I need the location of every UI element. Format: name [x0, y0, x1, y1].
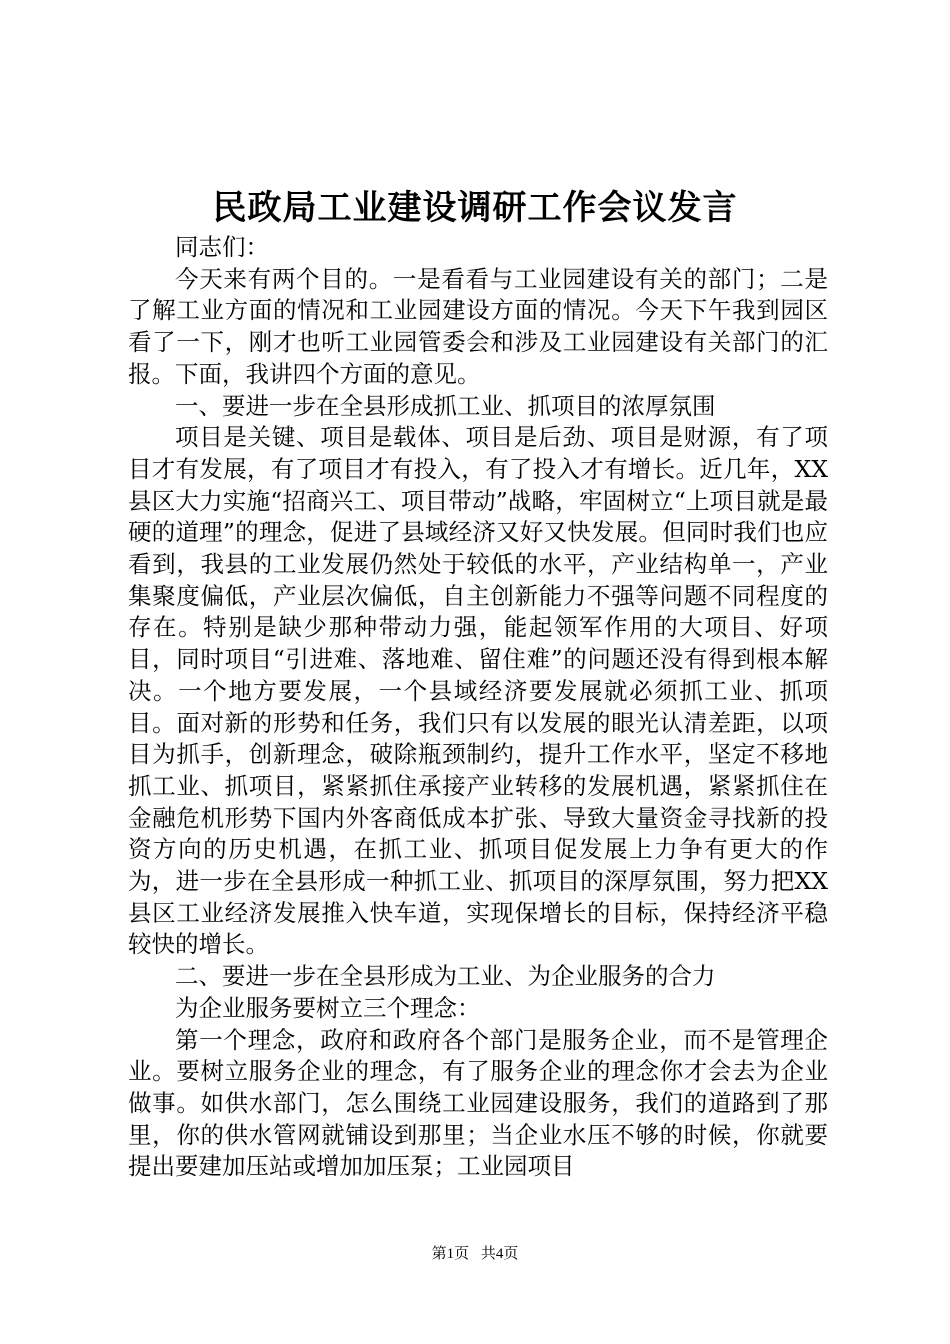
- intro-paragraph: 今天来有两个目的。一是看看与工业园建设有关的部门；二是了解工业方面的情况和工业园建设方面的情况。今天下午我到园区看了一下，刚才也听工业园管委会和涉及工业园建设有关部门的汇报。下面，我讲四个方面的意见。: [128, 264, 828, 388]
- body-paragraph: 项目是关键、项目是载体、项目是后劲、项目是财源，有了项目才有发展，有了项目才有投入，有了投入才有增长。近几年，XX县区大力实施“招商兴工、项目带动”战略，牢固树立“上项目就是最硬的道理”的理念，促进了县域经济又好又快发展。但同时我们也应看到，我县的工业发展仍然处于较低的水平，产业结构单一，产业集聚度偏低，产业层次偏低，自主创新能力不强等问题不同程度的存在。特别是缺少那种带动力强，能起领军作用的大项目、好项目，同时项目“引进难、落地难、留住难”的问题还没有得到根本解决。一个地方要发展，一个县域经济要发展就必须抓工业、抓项目。面对新的形势和任务，我们只有以发展的眼光认清差距，以项目为抓手，创新理念，破除瓶颈制约，提升工作水平，坚定不移地抓工业、抓项目，紧紧抓住承接产业转移的发展机遇，紧紧抓住在金融危机形势下国内外客商低成本扩张、导致大量资金寻找新的投资方向的历史机遇，在抓工业、抓项目促发展上力争有更大的作为，进一步在全县形成一种抓工业、抓项目的深厚氛围，努力把XX县区工业经济发展推入快车道，实现保增长的目标，保持经济平稳较快的增长。: [128, 423, 828, 959]
- page-footer: [0, 1244, 950, 1264]
- document-body: [128, 232, 828, 1183]
- body-paragraph: 第一个理念，政府和政府各个部门是服务企业，而不是管理企业。要树立服务企业的理念，有了服务企业的理念你才会去为企业做事。如供水部门，怎么围绕工业园建设服务，我们的道路到了那里，你的供水管网就铺设到那里；当企业水压不够的时候，你就要提出要建加压站或增加加压泵；工业园项目: [128, 1025, 828, 1181]
- page-total: 共4页: [480, 1246, 519, 1262]
- document-title: 民政局工业建设调研工作会议发言: [212, 188, 738, 228]
- section-heading-2: 二、要进一步在全县形成为工业、为企业服务的合力: [175, 962, 716, 991]
- body-paragraph: 为企业服务要树立三个理念：: [175, 993, 481, 1022]
- page-number: 第1页: [431, 1246, 470, 1262]
- section-heading-1: 一、要进一步在全县形成抓工业、抓项目的浓厚氛围: [175, 391, 716, 420]
- salutation-paragraph: 同志们：: [175, 233, 269, 261]
